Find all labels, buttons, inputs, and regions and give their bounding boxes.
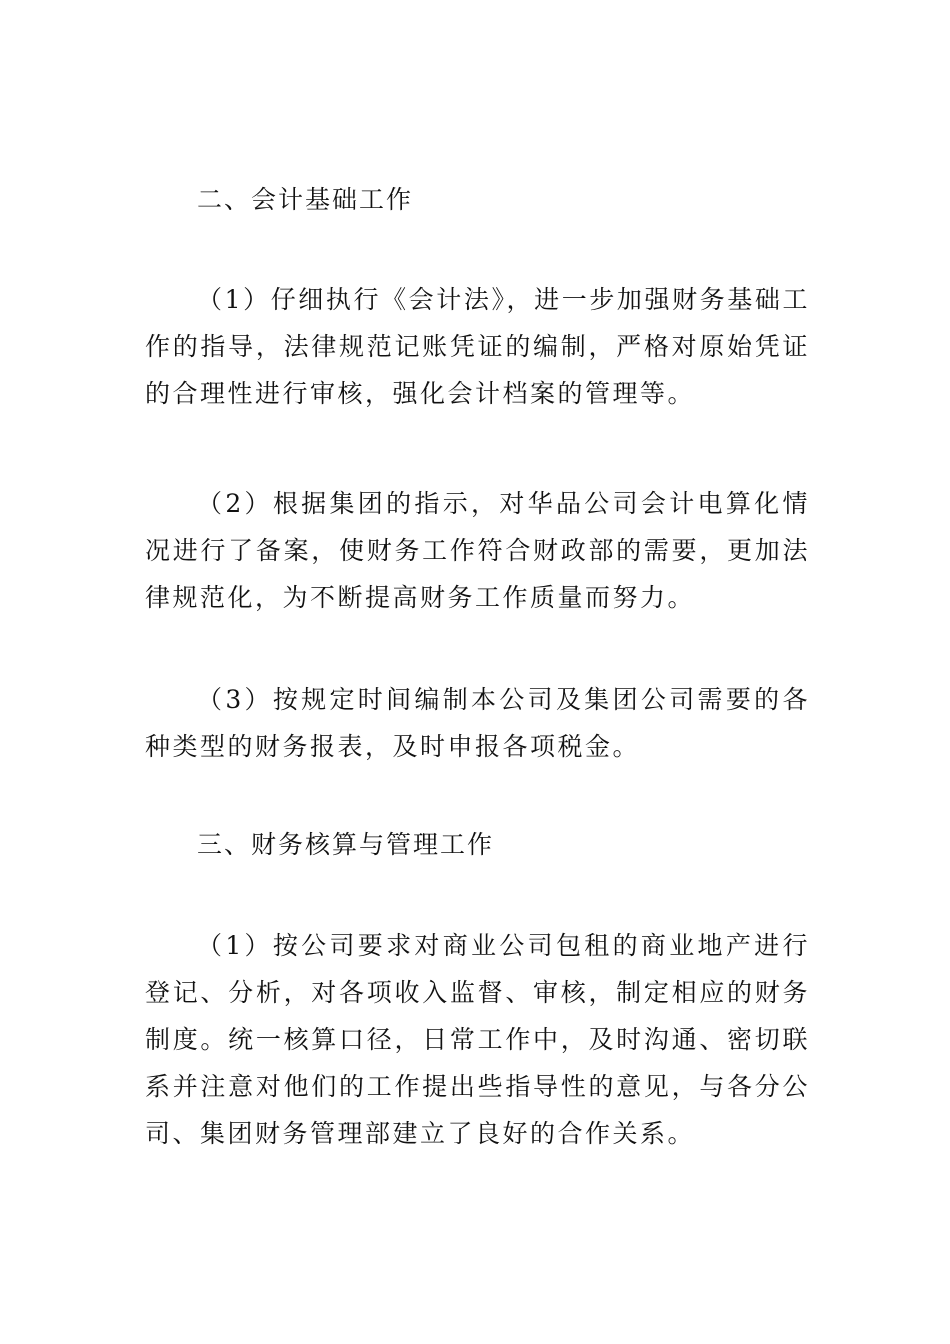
paragraph-2-3: （3）按规定时间编制本公司及集团公司需要的各种类型的财务报表，及时申报各项税金。 bbox=[145, 685, 810, 761]
section-heading-2: 二、会计基础工作 bbox=[197, 185, 414, 214]
paragraph-3-1: （1）按公司要求对商业公司包租的商业地产进行登记、分析，对各项收入监督、审核，制定相应的财务制度。统一核算口径，日常工作中，及时沟通、密切联系并注意对他们的工作提出些指导性的意见，与各分公司、集团财务管理部建立了良好的合作关系。 bbox=[145, 931, 810, 1148]
paragraph-2-2: （2）根据集团的指示，对华品公司会计电算化情况进行了备案，使财务工作符合财政部的需要，更加法律规范化，为不断提高财务工作质量而努力。 bbox=[145, 489, 810, 612]
section-heading-3: 三、财务核算与管理工作 bbox=[197, 830, 495, 859]
paragraph-2-1: （1）仔细执行《会计法》，进一步加强财务基础工作的指导，法律规范记账凭证的编制，严格对原始凭证的合理性进行审核，强化会计档案的管理等。 bbox=[145, 285, 810, 408]
